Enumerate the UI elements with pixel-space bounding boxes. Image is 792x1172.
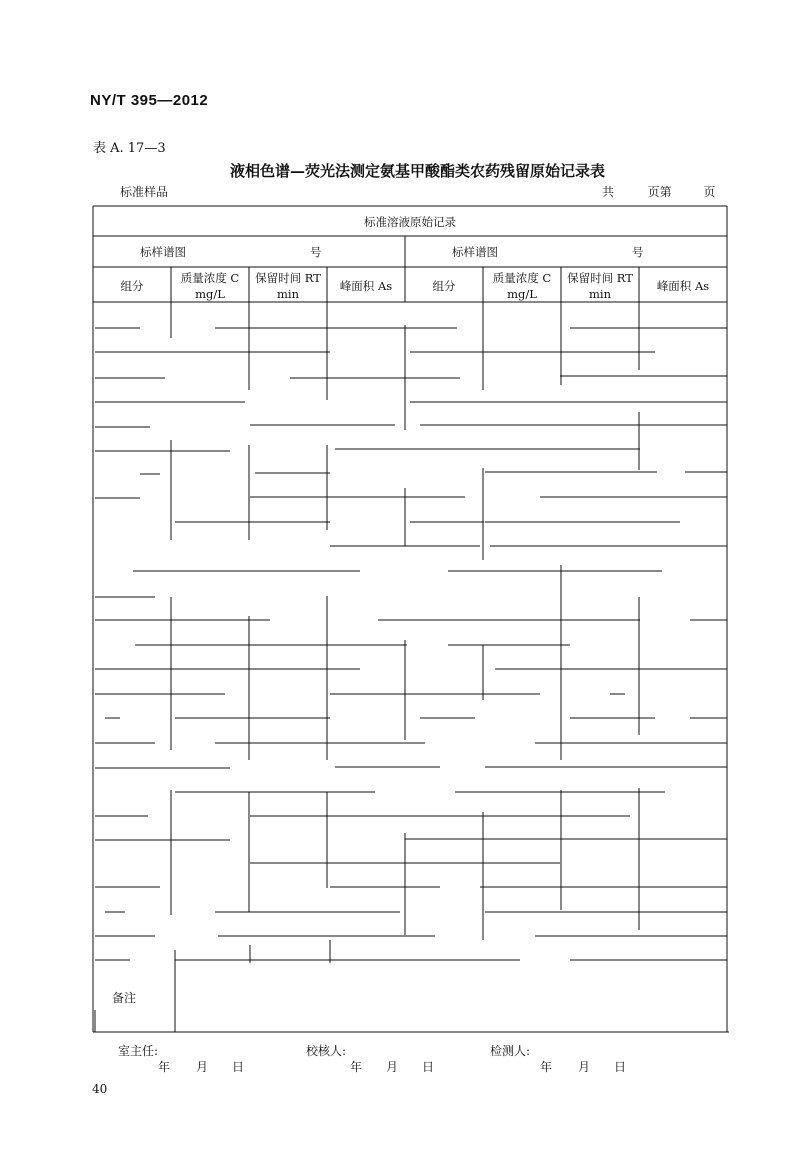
date-year: 年 — [158, 1060, 171, 1074]
date-month: 月 — [386, 1060, 399, 1074]
tester-signature-label: 检测人: — [490, 1044, 531, 1058]
reviewer-signature-label: 校核人: — [306, 1044, 347, 1058]
supervisor-signature-label: 室主任: — [118, 1044, 159, 1058]
date-year: 年 — [540, 1060, 553, 1074]
date-day: 日 — [232, 1060, 245, 1074]
chromatogram-right-suffix: 号 — [632, 245, 644, 259]
column-header: 组分 — [120, 279, 144, 293]
remarks-label: 备注 — [112, 991, 137, 1005]
chromatogram-left-suffix: 号 — [310, 245, 322, 259]
date-month: 月 — [196, 1060, 209, 1074]
page-number: 40 — [92, 1082, 108, 1096]
page-total-label: 共 — [602, 185, 615, 199]
column-header: 保留时间 RT min — [567, 271, 633, 301]
page-suffix-label: 页 — [703, 185, 716, 199]
document-title: 液相色谱—荧光法测定氨基甲酸酯类农药残留原始记录表 — [230, 162, 606, 180]
column-header: 组分 — [432, 279, 456, 293]
table-body-lines — [95, 302, 727, 1032]
chromatogram-left-label: 标样谱图 — [140, 245, 186, 259]
column-header: 质量浓度 C mg/L — [180, 271, 240, 301]
standard-code: NY/T 395—2012 — [90, 92, 209, 109]
column-header: 质量浓度 C mg/L — [492, 271, 552, 301]
chromatogram-right-label: 标样谱图 — [452, 245, 498, 259]
date-day: 日 — [422, 1060, 435, 1074]
date-year: 年 — [350, 1060, 363, 1074]
date-day: 日 — [614, 1060, 627, 1074]
table-label: 表 A. 17—3 — [93, 141, 166, 156]
standard-sample-label: 标准样品 — [120, 185, 169, 199]
section-title: 标准溶液原始记录 — [364, 215, 456, 229]
column-header: 峰面积 As — [339, 279, 393, 293]
column-header: 峰面积 As — [656, 279, 710, 293]
page-number-label: 页第 — [647, 185, 672, 199]
date-month: 月 — [578, 1060, 591, 1074]
column-header: 保留时间 RT min — [255, 271, 321, 301]
